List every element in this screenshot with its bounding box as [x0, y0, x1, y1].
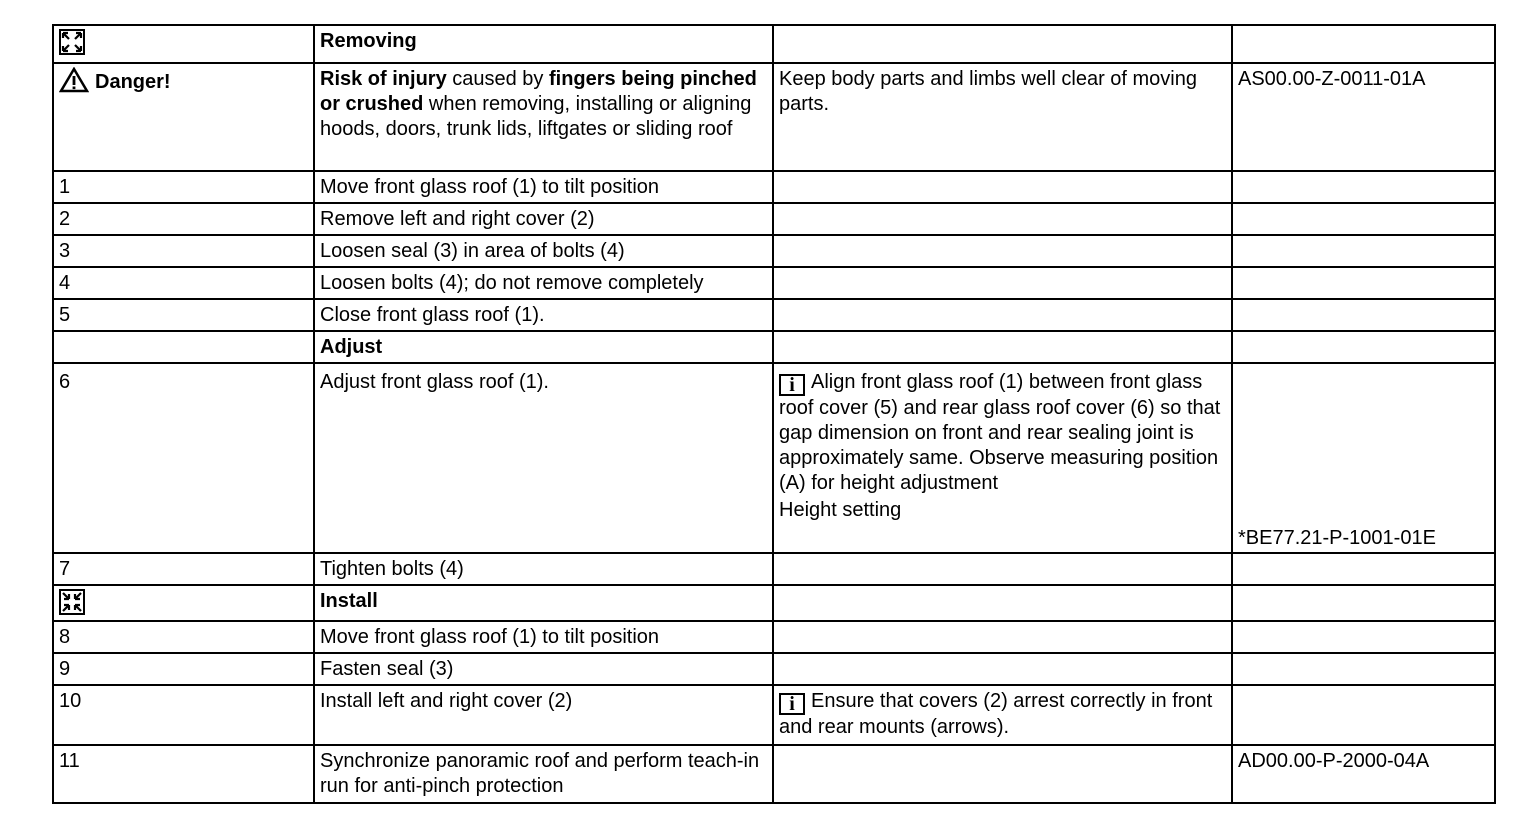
- step-row: [53, 299, 1495, 331]
- step-row: [53, 621, 1495, 653]
- section-row-adjust: [53, 331, 1495, 363]
- step-text: Install left and right cover (2): [314, 685, 773, 745]
- step-ref: [1232, 363, 1495, 553]
- danger-advice: Keep body parts and limbs well clear of moving parts.: [773, 63, 1232, 171]
- danger-title-mid: caused by: [446, 68, 549, 90]
- step-text: Move front glass roof (1) to tilt position: [314, 621, 773, 653]
- danger-label-cell: [53, 63, 314, 171]
- step-text: Loosen bolts (4); do not remove completely: [314, 267, 773, 299]
- step-row: [53, 235, 1495, 267]
- danger-description: [314, 63, 773, 171]
- step-number: 6: [53, 363, 314, 553]
- step-number: 4: [53, 267, 314, 299]
- danger-title-rest: when removing, installing or aligning hoods, doors, trunk lids, liftgates or sliding roof: [320, 93, 752, 140]
- step-number: 7: [53, 553, 314, 585]
- section-row-removing: [53, 25, 1495, 63]
- info-icon: i: [779, 374, 805, 396]
- step-row: [53, 653, 1495, 685]
- info-icon: i: [779, 693, 805, 715]
- step-number: 8: [53, 621, 314, 653]
- section-title-adjust: Adjust: [314, 331, 773, 363]
- danger-title-risk: Risk of injury: [320, 68, 447, 90]
- note-extra: Height setting: [779, 499, 902, 521]
- collapse-arrows-icon: [59, 589, 85, 615]
- step-text: Remove left and right cover (2): [314, 203, 773, 235]
- step-text: Fasten seal (3): [314, 653, 773, 685]
- warning-triangle-icon: [59, 67, 89, 93]
- step-number: 1: [53, 171, 314, 203]
- danger-title-cause: fingers being pinched or crushed: [320, 68, 757, 115]
- note-block: [779, 370, 1226, 496]
- step-row-10: [53, 685, 1495, 745]
- section-title-removing: Removing: [314, 25, 773, 63]
- step-ref: AD00.00-P-2000-04A: [1232, 745, 1495, 803]
- step-text: Move front glass roof (1) to tilt position: [314, 171, 773, 203]
- install-icon-cell: [53, 585, 314, 621]
- step-text: Close front glass roof (1).: [314, 299, 773, 331]
- danger-row: [53, 63, 1495, 171]
- step-row: [53, 553, 1495, 585]
- removing-icon-cell: [53, 25, 314, 63]
- section-row-install: [53, 585, 1495, 621]
- step-text: Loosen seal (3) in area of bolts (4): [314, 235, 773, 267]
- step-row-11: [53, 745, 1495, 803]
- step-row-6: [53, 363, 1495, 553]
- step-text: Tighten bolts (4): [314, 553, 773, 585]
- note-text: Align front glass roof (1) between front glass roof cover (5) and rear glass roof cover (6) so that gap dimension on front and rear sealing joint is approximately same. Observe measuring position (A) for height adjustment: [779, 371, 1221, 494]
- step-text: Synchronize panoramic roof and perform teach-in run for anti-pinch protection: [314, 745, 773, 803]
- note-text: Ensure that covers (2) arrest correctly in front and rear mounts (arrows).: [779, 690, 1213, 738]
- procedure-table: [52, 24, 1496, 804]
- step-ref-text: *BE77.21-P-1001-01E: [1238, 527, 1436, 549]
- step-note: [773, 685, 1232, 745]
- danger-ref: AS00.00-Z-0011-01A: [1232, 63, 1495, 171]
- step-number: 10: [53, 685, 314, 745]
- section-title-install: Install: [314, 585, 773, 621]
- step-row: [53, 171, 1495, 203]
- step-number: 5: [53, 299, 314, 331]
- expand-arrows-icon: [59, 29, 85, 55]
- step-text: Adjust front glass roof (1).: [314, 363, 773, 553]
- step-row: [53, 267, 1495, 299]
- step-row: [53, 203, 1495, 235]
- step-note: [773, 363, 1232, 553]
- step-number: 11: [53, 745, 314, 803]
- danger-label: Danger!: [95, 71, 171, 93]
- step-number: 2: [53, 203, 314, 235]
- step-number: 9: [53, 653, 314, 685]
- step-number: 3: [53, 235, 314, 267]
